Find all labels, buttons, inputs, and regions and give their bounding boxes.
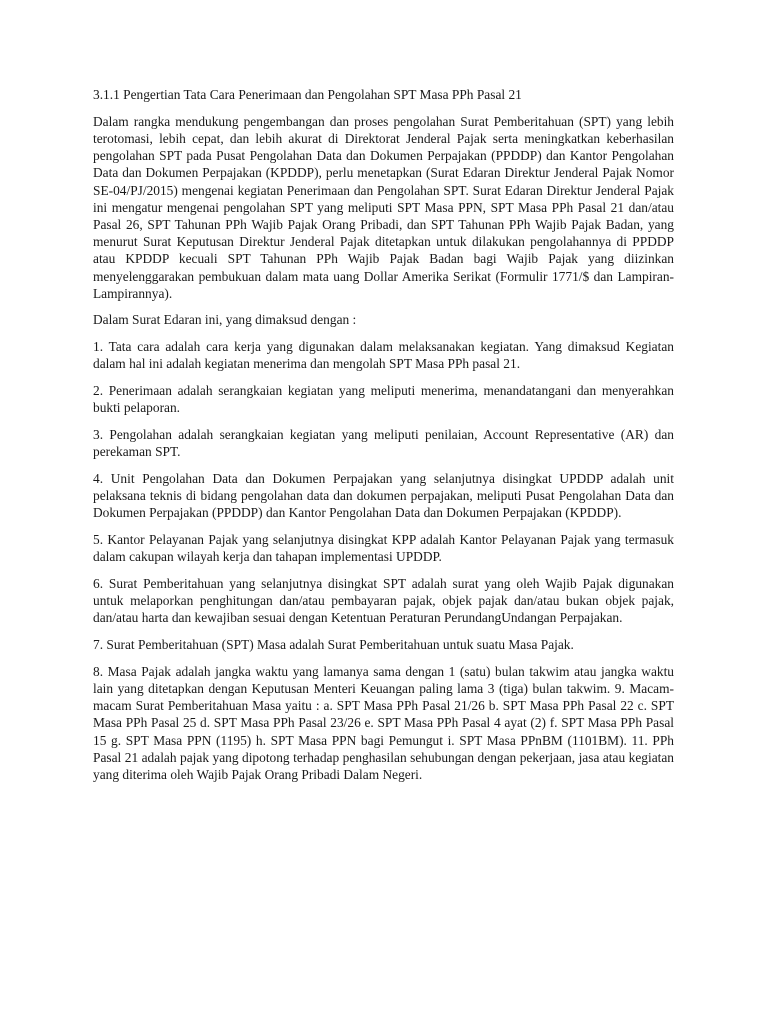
definition-item-5: 5. Kantor Pelayanan Pajak yang selanjutnya disingkat KPP adalah Kantor Pelayanan Pajak yang termasuk dalam cakupan wilayah kerja dan tahapan implementasi UPDDP.: [93, 531, 674, 565]
paragraph-definitions-lead: Dalam Surat Edaran ini, yang dimaksud dengan :: [93, 312, 357, 328]
paragraph-intro: Dalam rangka mendukung pengembangan dan proses pengolahan Surat Pemberitahuan (SPT) yang lebih terotomasi, lebih cepat, dan lebih akurat di Direktorat Jenderal Pajak serta meningkatkan keberhasilan pengolahan SPT pada Pusat Pengolahan Data dan Dokumen Perpajakan (PPDDP) dan Kantor Pengolahan Data dan Dokumen Perpajakan (KPDDP), perlu menetapkan (Surat Edaran Direktur Jenderal Pajak Nomor SE-04/PJ/2015) mengenai kegiatan Penerimaan dan Pengolahan SPT. Surat Edaran Direktur Jenderal Pajak ini mengatur mengenai pengolahan SPT yang meliputi SPT Masa PPN, SPT Masa PPh Pasal 21 dan/atau Pasal 26, SPT Tahunan PPh Wajib Pajak Orang Pribadi, dan SPT Tahunan PPh Wajib Pajak Badan, yang menurut Surat Keputusan Direktur Jenderal Pajak ditetapkan untuk dilakukan pengolahannya di PPDDP atau KPDDP kecuali SPT Tahunan PPh Wajib Pajak Badan bagi Wajib Pajak yang diizinkan menyelenggarakan pembukuan dalam mata uang Dollar Amerika Serikat (Formulir 1771/$ dan Lampiran-Lampirannya).: [93, 113, 674, 301]
definition-item-8: 8. Masa Pajak adalah jangka waktu yang lamanya sama dengan 1 (satu) bulan takwim atau jangka waktu lain yang ditetapkan dengan Keputusan Menteri Keuangan paling lama 3 (tiga) bulan takwim. 9. Macam-macam Surat Pemberitahuan Masa yaitu : a. SPT Masa PPh Pasal 21/26 b. SPT Masa PPh Pasal 22 c. SPT Masa PPh Pasal 25 d. SPT Masa PPh Pasal 23/26 e. SPT Masa PPh Pasal 4 ayat (2) f. SPT Masa PPh Pasal 15 g. SPT Masa PPN (1195) h. SPT Masa PPN bagi Pemungut i. SPT Masa PPnBM (1101BM). 11. PPh Pasal 21 adalah pajak yang dipotong terhadap penghasilan sehubungan dengan pekerjaan, jasa atau kegiatan yang diterima oleh Wajib Pajak Orang Pribadi Dalam Negeri.: [93, 663, 674, 782]
definition-item-7: 7. Surat Pemberitahuan (SPT) Masa adalah Surat Pemberitahuan untuk suatu Masa Pajak.: [93, 636, 574, 652]
definition-item-2: 2. Penerimaan adalah serangkaian kegiatan yang meliputi menerima, menandatangani dan menyerahkan bukti pelaporan.: [93, 383, 674, 416]
definition-item-6: 6. Surat Pemberitahuan yang selanjutnya disingkat SPT adalah surat yang oleh Wajib Pajak digunakan untuk melaporkan penghitungan dan/atau pembayaran pajak, objek pajak dan/atau bukan objek pajak, dan/atau harta dan kewajiban sesuai dengan Ketentuan Peraturan PerundangUndangan Perpajakan.: [93, 575, 674, 626]
section-heading: 3.1.1 Pengertian Tata Cara Penerimaan dan Pengolahan SPT Masa PPh Pasal 21: [93, 87, 522, 102]
definition-item-3: 3. Pengolahan adalah serangkaian kegiatan yang meliputi penilaian, Account Representative (AR) dan perekaman SPT.: [93, 426, 674, 460]
definition-item-1: 1. Tata cara adalah cara kerja yang digunakan dalam melaksanakan kegiatan. Yang dimaksud Kegiatan dalam hal ini adalah kegiatan menerima dan mengolah SPT Masa PPh pasal 21.: [93, 339, 674, 372]
document-page: [93, 86, 674, 793]
definition-item-4: 4. Unit Pengolahan Data dan Dokumen Perpajakan yang selanjutnya disingkat UPDDP adalah unit pelaksana teknis di bidang pengolahan data dan dokumen perpajakan, meliputi Pusat Pengolahan Data dan Dokumen Perpajakan (PPDDP) dan Kantor Pengolahan Data dan Dokumen Perpajakan (KPDDP).: [93, 470, 674, 521]
